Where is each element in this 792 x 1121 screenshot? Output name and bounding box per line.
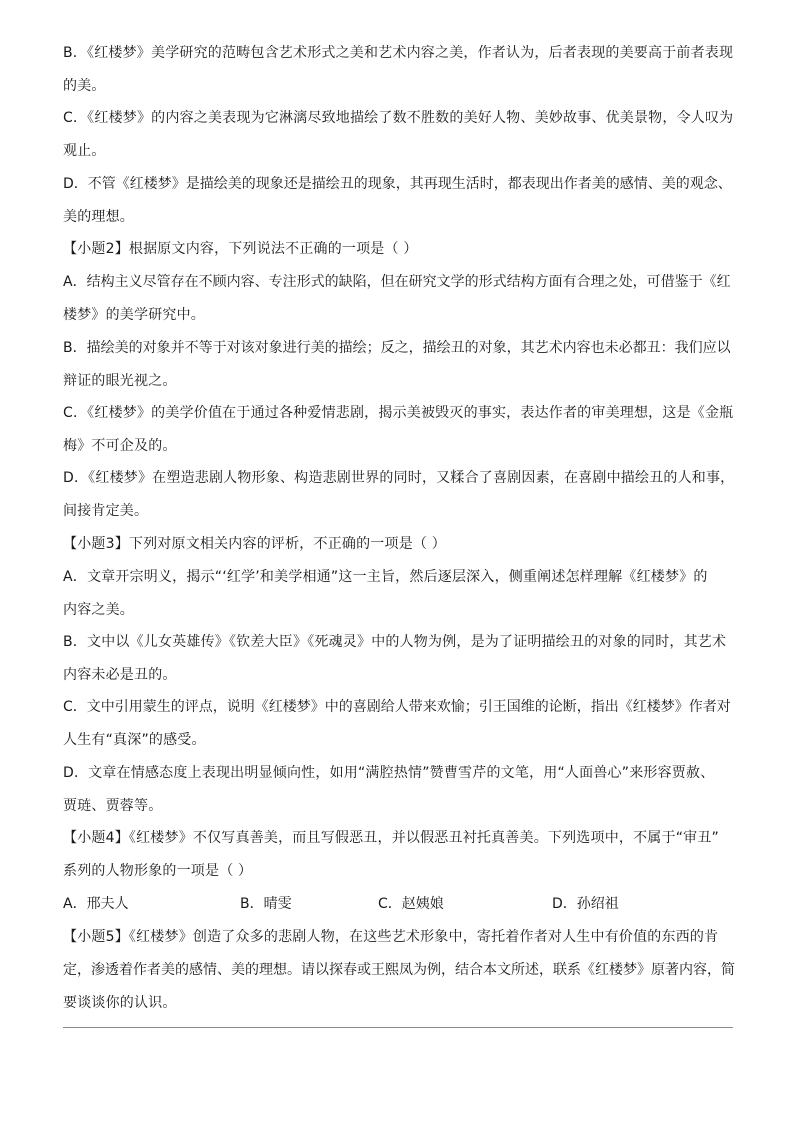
question-text: 【小题4】《红楼梦》不仅写真善美，而且写假恶丑，并以假恶丑衬托真善美。下列选项中，不属于“审丑” xyxy=(63,830,720,846)
text-line: 内容未必是丑的。 xyxy=(63,667,177,683)
q4-option-a: A．邢夫人 xyxy=(63,896,129,912)
question-text: 系列的人物形象的一项是（ ） xyxy=(63,863,253,879)
text-line: 梅》不可企及的。 xyxy=(63,438,177,454)
text-line: C．《红楼梦》的内容之美表现为它淋漓尽致地描绘了数不胜数的美好人物、美妙故事、优美景物，令人叹为 xyxy=(63,110,734,126)
q4-option-b: B．晴雯 xyxy=(240,896,292,912)
text-line: D．《红楼梦》在塑造悲剧人物形象、构造悲剧世界的同时，又糅合了喜剧因素，在喜剧中描绘丑的人和事， xyxy=(63,470,735,486)
text-line: 内容之美。 xyxy=(63,602,134,618)
text-line: 的美。 xyxy=(63,78,106,94)
text-line: 人生有“真深”的感受。 xyxy=(63,732,206,748)
q4-option-d: D．孙绍祖 xyxy=(552,896,619,912)
text-line: C．《红楼梦》的美学价值在于通过各种爱情悲剧，揭示美被毁灭的事实，表达作者的审美理想，这是《金瓶 xyxy=(63,405,734,421)
q3-option-d xyxy=(63,757,735,823)
text-line: B．文中以《儿女英雄传》《钦差大臣》《死魂灵》中的人物为例，是为了证明描绘丑的对象的同时，其艺术 xyxy=(63,634,727,650)
q3-option-c xyxy=(63,691,735,757)
q2-option-d xyxy=(63,462,735,528)
text-line: A．文章开宗明义，揭示“‘红学’和美学相通”这一主旨，然后逐层深入，侧重阐述怎样理解《红楼梦》的 xyxy=(63,569,708,585)
question-3-heading xyxy=(63,528,735,561)
question-text: 【小题5】《红楼梦》创造了众多的悲剧人物，在这些艺术形象中，寄托着作者对人生中有价值的东西的肯 xyxy=(63,929,719,945)
text-line: 楼梦》的美学研究中。 xyxy=(63,307,205,323)
question-text: 【小题3】下列对原文相关内容的评析，不正确的一项是（ ） xyxy=(63,536,446,552)
text-line: A．结构主义尽管存在不顾内容、专注形式的缺陷，但在研究文学的形式结构方面有合理之处，可借鉴于《红 xyxy=(63,274,731,290)
section-divider xyxy=(63,1027,733,1028)
option-b-paragraph xyxy=(63,37,735,103)
text-line: 观止。 xyxy=(63,143,106,159)
q2-option-c xyxy=(63,397,735,463)
text-line: B．《红楼梦》美学研究的范畴包含艺术形式之美和艺术内容之美，作者认为，后者表现的美要高于前者表现 xyxy=(63,45,734,61)
text-line: 美的理想。 xyxy=(63,209,134,225)
question-5-paragraph xyxy=(63,921,735,1020)
q2-option-b xyxy=(63,332,735,398)
q4-option-c: C．赵姨娘 xyxy=(378,896,444,912)
text-line: D．不管《红楼梦》是描绘美的现象还是描绘丑的现象，其再现生活时，都表现出作者美的感情、美的观念、 xyxy=(63,176,732,192)
question-text: 要谈谈你的认识。 xyxy=(63,995,177,1011)
option-d-paragraph xyxy=(63,168,735,234)
question-4-heading xyxy=(63,822,735,888)
text-line: D．文章在情感态度上表现出明显倾向性，如用“满腔热情”赞曹雪芹的文笔，用“人面兽心”来形容贾赦、 xyxy=(63,765,715,781)
option-c-paragraph xyxy=(63,102,735,168)
q3-option-a xyxy=(63,561,735,627)
q2-option-a xyxy=(63,266,735,332)
text-line: 间接肯定美。 xyxy=(63,503,149,519)
question-text: 【小题2】根据原文内容，下列说法不正确的一项是（ ） xyxy=(63,241,418,257)
q3-option-b xyxy=(63,626,735,692)
text-line: B．描绘美的对象并不等于对该对象进行美的描绘；反之，描绘丑的对象，其艺术内容也未必都丑：我们应以 xyxy=(63,340,731,356)
text-line: 贾琏、贾蓉等。 xyxy=(63,798,163,814)
text-line: C．文中引用蒙生的评点，说明《红楼梦》中的喜剧给人带来欢愉；引王国维的论断，指出《红楼梦》作者对 xyxy=(63,699,731,715)
question-text: 定，渗透着作者美的感情、美的理想。请以探春或王熙凤为例，结合本文所述，联系《红楼梦》原著内容，简 xyxy=(63,962,735,978)
text-line: 辩证的眼光视之。 xyxy=(63,373,177,389)
question-2-heading xyxy=(63,233,735,266)
q4-options-row xyxy=(63,888,735,921)
